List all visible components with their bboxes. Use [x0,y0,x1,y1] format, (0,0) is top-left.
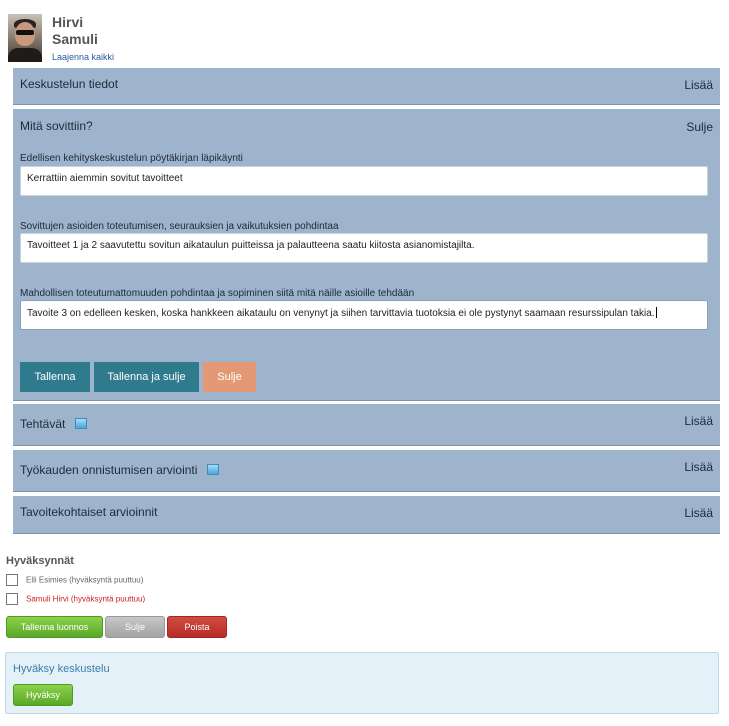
panel-work-period-evaluation[interactable] [13,450,720,492]
panel-title: Tavoitekohtaiset arvioinnit [20,505,158,519]
panel-title-text: Työkauden onnistumisen arviointi [20,463,198,477]
approve-button[interactable]: Hyväksy [13,684,73,706]
text-caret [656,307,657,318]
panel-title [20,463,219,477]
close-button[interactable]: Sulje [203,362,256,392]
panel-expand-button[interactable]: Lisää [684,460,713,474]
approve-discussion-title: Hyväksy keskustelu [13,663,110,675]
field-label-unfulfilled: Mahdollisen toteutumattomuuden pohdintaa ja sopiminen siitä mitä näille asioille tehdään [20,288,415,299]
close-form-button[interactable]: Sulje [105,616,165,638]
panel-expand-button[interactable]: Lisää [684,78,713,92]
field-label-previous-review: Edellisen kehityskeskustelun pöytäkirjan läpikäynti [20,153,243,164]
unfulfilled-input-text: Tavoite 3 on edelleen kesken, koska hankkeen aikataulu on venynyt ja siihen tarvittavia tuotoksia ei ole pystynyt saamaan resurssipulan takia. [27,308,655,319]
delete-button[interactable]: Poista [167,616,227,638]
profile-name-second: Samuli [52,31,98,47]
panel-goal-evaluations[interactable] [13,496,720,534]
info-icon[interactable] [207,464,219,475]
approve-discussion-box [5,652,719,714]
info-icon[interactable] [75,418,87,429]
save-and-close-button[interactable]: Tallenna ja sulje [94,362,199,392]
agreed-outcomes-input[interactable]: Tavoitteet 1 ja 2 saavutettu sovitun aikataulun puitteissa ja palautteena saatu kiitosta asianomistajilta. [20,233,708,263]
panel-title [20,417,87,431]
panel-title: Keskustelun tiedot [20,77,119,91]
panel-title-text: Tehtävät [20,417,66,431]
panel-expand-button[interactable]: Lisää [684,414,713,428]
checkbox-icon[interactable] [6,574,18,586]
profile-name [52,14,98,48]
approval-text: Samuli Hirvi (hyväksyntä puuttuu) [26,594,146,604]
save-draft-button[interactable]: Tallenna luonnos [6,616,103,638]
previous-review-input[interactable]: Kerrattiin aiemmin sovitut tavoitteet [20,166,708,196]
panel-what-agreed [13,109,720,401]
panel-expand-button[interactable]: Lisää [684,506,713,520]
panel-close-button[interactable]: Sulje [686,120,713,134]
avatar [8,14,42,62]
approvals-heading: Hyväksynnät [6,555,74,567]
checkbox-icon[interactable] [6,593,18,605]
profile-name-first: Hirvi [52,14,84,30]
panel-tasks[interactable] [13,404,720,446]
panel-title: Mitä sovittiin? [20,119,93,133]
panel-discussion-details[interactable] [13,68,720,105]
approval-row-manager [6,571,143,585]
approval-row-employee [6,590,145,604]
save-button[interactable]: Tallenna [20,362,90,392]
expand-all-link[interactable]: Laajenna kaikki [52,52,115,62]
unfulfilled-input[interactable] [20,300,708,330]
field-label-agreed-outcomes: Sovittujen asioiden toteutumisen, seurauksien ja vaikutuksien pohdintaa [20,221,339,232]
approval-text: Elli Esimies (hyväksyntä puuttuu) [26,575,144,585]
